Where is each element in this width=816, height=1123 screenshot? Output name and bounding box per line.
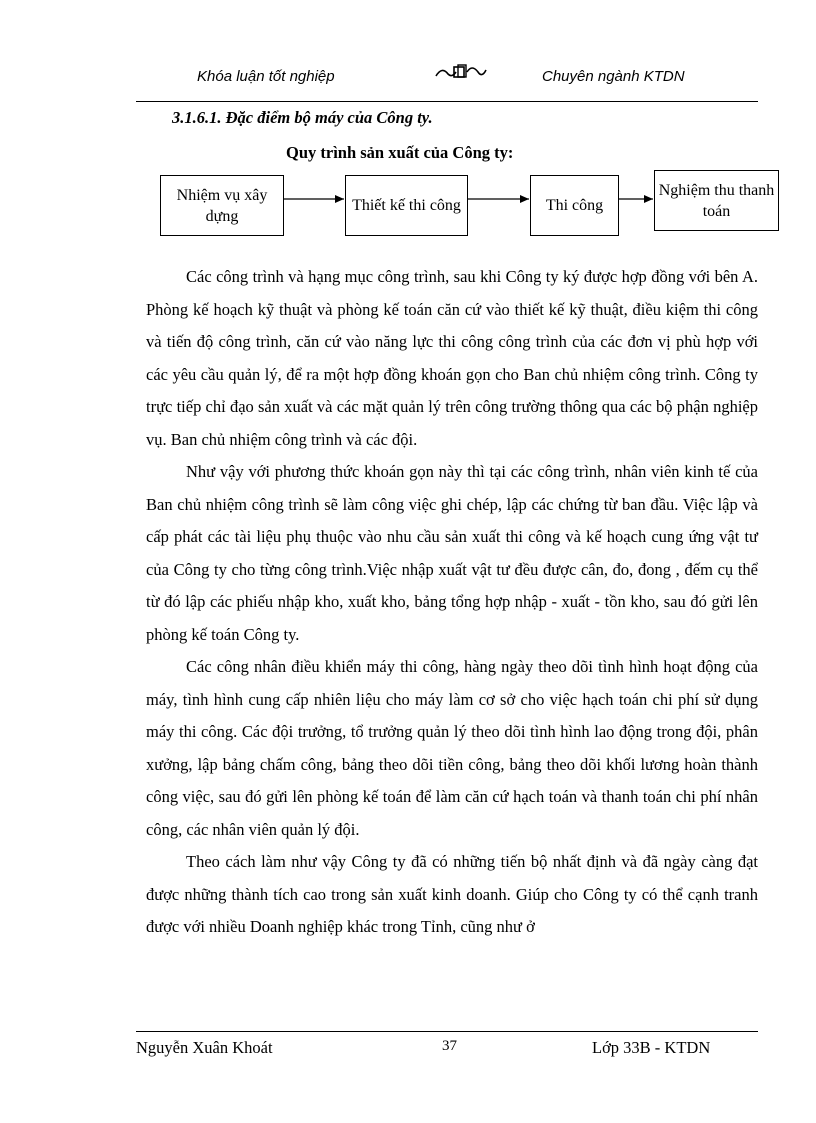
section-heading: 3.1.6.1. Đặc điểm bộ máy của Công ty. — [172, 108, 433, 127]
footer-class: Lớp 33B - KTDN — [592, 1038, 711, 1057]
flow-step-2: Thiết kế thi công — [345, 175, 468, 236]
footer-divider — [136, 1031, 758, 1032]
flow-step-4: Nghiệm thu thanh toán — [654, 170, 779, 231]
flow-step-1: Nhiệm vụ xây dựng — [160, 175, 284, 236]
footer-page-number: 37 — [442, 1038, 457, 1054]
flowchart-title: Quy trình sản xuất của Công ty: — [286, 143, 514, 162]
body-text — [146, 261, 758, 944]
header-divider — [136, 101, 758, 102]
header-right-text: Chuyên ngành KTDN — [542, 68, 685, 85]
paragraph-3: Các công nhân điều khiển máy thi công, hàng ngày theo dõi tình hình hoạt động của máy, tình hình cung cấp nhiên liệu cho máy làm cơ sở cho việc hạch toán chi phí sử dụng máy thi công. Các đội trưởng, tổ trưởng quản lý theo dõi tình hình lao động trong đội, phân xưởng, lập bảng chấm công, bảng theo dõi tiền công, bảng theo dõi khối lương hoàn thành công việc, sau đó gửi lên phòng kế toán để làm căn cứ hạch toán và thanh toán chi phí nhân công, các nhân viên quản lý đội. — [146, 657, 758, 839]
paragraph-2: Như vậy với phương thức khoán gọn này thì tại các công trình, nhân viên kinh tế của Ban chủ nhiệm công trình sẽ làm công việc ghi chép, lập các chứng từ ban đầu. Việc lập và cấp phát các tài liệu phụ thuộc vào nhu cầu sản xuất thi công và kế hoạch cung ứng vật tư của Công ty cho từng công trình.Việc nhập xuất vật tư đều được cân, đo, đong , đếm cụ thể từ đó lập các phiếu nhập kho, xuất kho, bảng tổng hợp nhập - xuất - tồn kho, sau đó gửi lên phòng kế toán Công ty. — [146, 462, 758, 644]
ornament-logo-icon — [434, 62, 488, 82]
footer-author: Nguyễn Xuân Khoát — [136, 1038, 273, 1057]
flow-step-3: Thi công — [530, 175, 619, 236]
paragraph-4: Theo cách làm như vậy Công ty đã có những tiến bộ nhất định và đã ngày càng đạt được những thành tích cao trong sản xuất kinh doanh. Giúp cho Công ty có thể cạnh tranh được với nhiều Doanh nghiệp khác trong Tỉnh, cũng như ở — [146, 852, 758, 936]
paragraph-1: Các công trình và hạng mục công trình, sau khi Công ty ký được hợp đồng với bên A. Phòng kế hoạch kỹ thuật và phòng kế toán căn cứ vào thiết kế kỹ thuật, điều kiệm thi công và tiến độ công trình, căn cứ vào năng lực thi công công trình của các đơn vị phù hợp với các yêu cầu quản lý, để ra một hợp đồng khoán gọn cho Ban chủ nhiệm công trình. Công ty trực tiếp chỉ đạo sản xuất và các mặt quản lý trên công trường thông qua các bộ phận nghiệp vụ. Ban chủ nhiệm công trình và các đội. — [146, 267, 758, 449]
header-left-text: Khóa luận tốt nghiệp — [197, 68, 335, 85]
